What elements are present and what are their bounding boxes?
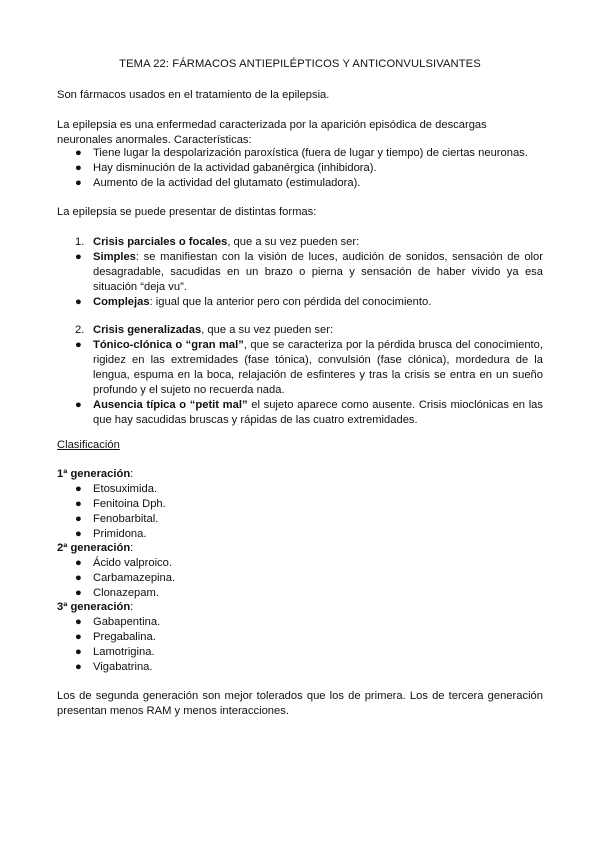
list-item: ● Hay disminución de la actividad gabanérgica (inhibidora).: [75, 162, 377, 174]
generation-1-list: [57, 482, 543, 542]
list-item: ● Simples: se manifiestan con la visión de luces, audición de sonidos, sensación de olor desagradable, sacudidas en un brazo o pierna y sensación de haber vivido ya esa situación “deja vu”.: [75, 251, 543, 293]
bullet-icon: ●: [75, 147, 82, 159]
list-item: ● Gabapentina.: [75, 616, 161, 628]
bullet-icon: ●: [75, 661, 82, 673]
bullet-icon: ●: [75, 483, 82, 495]
definition-paragraph: La epilepsia es una enfermedad caracterizada por la aparición episódica de descargas neuronales anormales. Características:: [57, 119, 487, 146]
list-item: ● Clonazepam.: [75, 587, 159, 599]
bullet-icon: ●: [75, 616, 82, 628]
generation-3-list: [57, 615, 543, 675]
list-item: ● Ácido valproico.: [75, 557, 172, 569]
list-item: ● Complejas: igual que la anterior pero con pérdida del conocimiento.: [75, 296, 432, 308]
list-item: ● Aumento de la actividad del glutamato (estimuladora).: [75, 177, 361, 189]
list-item: ● Tónico-clónica o “gran mal”, que se caracteriza por la pérdida brusca del conocimiento, rigidez en las extremidades (fase tónica), convulsión (fase clónica), mordedura de la lengua, espuma en la boca, relajación de esfinteres y tras la crisis se entra en un sueño profundo y el sujeto no recuerda nada.: [75, 339, 543, 396]
generation-3-heading: 3ª generación:: [57, 601, 134, 613]
document-title: TEMA 22: FÁRMACOS ANTIEPILÉPTICOS Y ANTICONVULSIVANTES: [119, 58, 481, 70]
partial-crisis-list: [57, 250, 543, 310]
list-item: ● Ausencia típica o “petit mal” el sujeto aparece como ausente. Crisis mioclónicas en las que hay sacudidas bruscas y rápidas de las cuatro extremidades.: [75, 399, 543, 426]
intro-paragraph: Son fármacos usados en el tratamiento de la epilepsia.: [57, 89, 330, 101]
numbered-heading: 1. Crisis parciales o focales, que a su vez pueden ser:: [75, 236, 360, 248]
generation-2-heading: 2ª generación:: [57, 542, 134, 554]
bullet-icon: ●: [75, 177, 82, 189]
bullet-icon: ●: [75, 528, 82, 540]
characteristics-list: [57, 146, 543, 191]
bullet-icon: ●: [75, 339, 82, 351]
bullet-icon: ●: [75, 399, 82, 411]
list-item: ● Primidona.: [75, 528, 147, 540]
bullet-icon: ●: [75, 557, 82, 569]
generation-1-heading: 1ª generación:: [57, 468, 134, 480]
list-item: ● Etosuximida.: [75, 483, 158, 495]
list-item: ● Fenitoina Dph.: [75, 498, 166, 510]
numbered-heading: 2. Crisis generalizadas, que a su vez pueden ser:: [75, 324, 334, 336]
conclusion-paragraph: Los de segunda generación son mejor tolerados que los de primera. Los de tercera generación presentan menos RAM y menos interacciones.: [57, 690, 543, 717]
bullet-icon: ●: [75, 498, 82, 510]
partial-crisis-section: [57, 235, 543, 250]
bullet-icon: ●: [75, 572, 82, 584]
list-item: ● Vigabatrina.: [75, 661, 153, 673]
forms-intro-paragraph: La epilepsia se puede presentar de distintas formas:: [57, 206, 317, 218]
list-item: ● Tiene lugar la despolarización paroxística (fuera de lugar y tiempo) de ciertas neuronas.: [75, 147, 528, 159]
bullet-icon: ●: [75, 587, 82, 599]
bullet-icon: ●: [75, 296, 82, 308]
bullet-icon: ●: [75, 513, 82, 525]
bullet-icon: ●: [75, 251, 82, 263]
generalized-crisis-list: [57, 338, 543, 428]
bullet-icon: ●: [75, 646, 82, 658]
bullet-icon: ●: [75, 162, 82, 174]
list-item: ● Carbamazepina.: [75, 572, 176, 584]
classification-heading: Clasificación: [57, 439, 120, 451]
generalized-crisis-section: [57, 323, 543, 338]
generation-2-list: [57, 556, 543, 601]
list-item: ● Pregabalina.: [75, 631, 156, 643]
bullet-icon: ●: [75, 631, 82, 643]
list-item: ● Lamotrigina.: [75, 646, 155, 658]
list-item: ● Fenobarbital.: [75, 513, 159, 525]
